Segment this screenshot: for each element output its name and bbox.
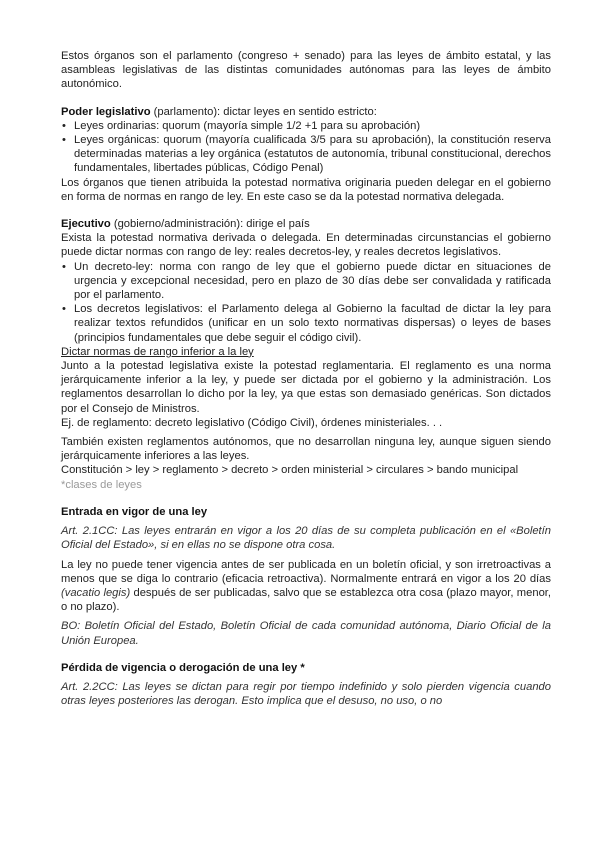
ejecutivo-heading (61, 217, 551, 231)
vigor-paragraph (61, 558, 551, 615)
vigor-title: Entrada en vigor de una ley (61, 505, 208, 518)
derogacion-title: Pérdida de vigencia o derogación de una ley * (61, 661, 305, 674)
reglamento-paragraph: Junto a la potestad legislativa existe la potestad reglamentaria. El reglamento es una norma jerárquicamente inferior a la ley, y puede ser dictada por el gobierno y la administración. Los reglamentos desarrollan lo dicho por la ley, ya que estas son demasiado genéricas. Son dictados por el Consejo de Ministros. (61, 360, 551, 415)
list-item-text: Un decreto-ley: norma con rango de ley que el gobierno puede dictar en situaciones de urgencia y excepcional necesidad, pero en plazo de 30 días debe ser convalidada y ratificada por el parlamento. (74, 260, 551, 302)
ejecutivo-intro: Exista la potestad normativa derivada o delegada. En determinadas circunstancias el gobierno puede dictar normas con rango de ley: reales decretos-ley, y reales decretos legislativos. (61, 232, 551, 259)
list-item (61, 260, 551, 303)
bullet-icon: • (62, 303, 66, 316)
derogacion-article: Art. 2.2CC: Las leyes se dictan para regir por tiempo indefinido y solo pierden vigencia cuando otras leyes posteriores las derogan. Esto implica que el desuso, no uso, o no (61, 680, 551, 708)
vacatio-legis: (vacatio legis) (61, 586, 131, 599)
legislativo-heading (61, 105, 551, 119)
ejecutivo-list (61, 260, 551, 345)
bullet-icon: • (62, 119, 66, 132)
ejecutivo-heading-rest: (gobierno/administración): dirige el país (110, 218, 310, 231)
vigor-article: Art. 2.1CC: Las leyes entrarán en vigor a los 20 días de su completa publicación en el «Boletín Oficial del Estado», si en ellas no se dispone otra cosa. (61, 525, 551, 552)
list-item-text: Los decretos legislativos: el Parlamento delega al Gobierno la facultad de dictar la ley para realizar textos refundidos (unificar en un solo texto normativas dispersas) o leyes de bases (principios fundamentales que debe seguir el código civil). (74, 303, 551, 344)
vigor-text-before: La ley no puede tener vigencia antes de ser publicada en un boletín oficial, y son irretroactivas a menos que se diga lo contrario (eficacia retroactiva). Normalmente entrará en vigor a los 20 días (61, 558, 551, 585)
reglamento-example: Ej. de reglamento: decreto legislativo (Código Civil), órdenes ministeriales. . . (61, 416, 443, 429)
bullet-icon: • (62, 260, 66, 273)
vigor-text-after: después de ser publicadas, salvo que se establezca otra cosa (plazo mayor, menor, o no plazo). (61, 586, 552, 614)
autonomos-paragraph: También existen reglamentos autónomos, que no desarrollan ninguna ley, aunque siguen siendo jerárquicamente inferiores a las leyes. (61, 436, 551, 463)
list-item-text: Leyes ordinarias: quorum (mayoría simple 1/2 +1 para su aprobación) (74, 119, 421, 132)
list-item (61, 133, 551, 176)
legislativo-heading-bold: Poder legislativo (61, 105, 151, 118)
bo-note: BO: Boletín Oficial del Estado, Boletín Oficial de cada comunidad autónoma, Diario Oficial de la Unión Europea. (61, 620, 551, 647)
list-item (61, 119, 551, 133)
clases-note: *clases de leyes (61, 478, 142, 491)
list-item-text: Leyes orgánicas: quorum (mayoría cualificada 3/5 para su aprobación), la constitución reserva determinadas materias a ley orgánica (estatutos de autonomía, tribunal constitucional, derechos fundamentales, libertades públicas, Código Penal) (74, 134, 551, 175)
intro-paragraph: Estos órganos son el parlamento (congreso + senado) para las leyes de ámbito estatal, y las asambleas legislativas de las distintas comunidades autónomas para las leyes de ámbito autonómico. (61, 50, 551, 91)
list-item (61, 302, 551, 345)
bullet-icon: • (62, 134, 66, 147)
document-page (61, 49, 551, 708)
hierarchy-paragraph: Constitución > ley > reglamento > decreto > orden ministerial > circulares > bando municipal (61, 464, 519, 477)
delegation-paragraph: Los órganos que tienen atribuida la potestad normativa originaria pueden delegar en el gobierno en forma de normas en rango de ley. En este caso se da la potestad normativa delegada. (61, 176, 551, 203)
ejecutivo-heading-bold: Ejecutivo (61, 218, 111, 231)
subheading-rango-inferior: Dictar normas de rango inferior a la ley (61, 345, 254, 358)
legislativo-list (61, 119, 551, 176)
legislativo-heading-rest: (parlamento): dictar leyes en sentido estricto: (150, 105, 377, 118)
